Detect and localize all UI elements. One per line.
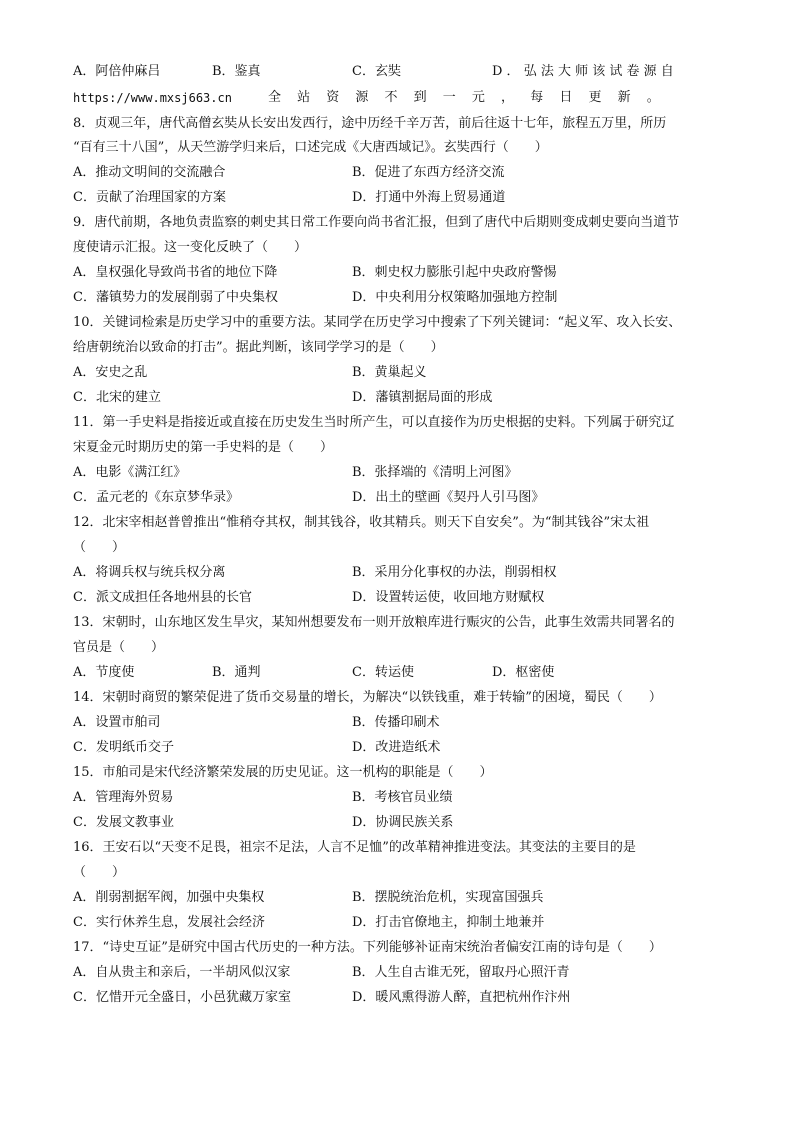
q11-option-a: A．电影《满江红》 xyxy=(73,465,187,480)
q16-option-d: D．打击官僚地主，抑制土地兼并 xyxy=(352,915,545,930)
q17-option-a: A．自从贵主和亲后，一半胡风似汉家 xyxy=(73,965,291,980)
q12-option-b: B．采用分化事权的办法，削弱相权 xyxy=(352,565,557,580)
q13-stem-line2: 官员是（ ） xyxy=(73,640,165,655)
q12-option-c: C．派文成担任各地州县的长官 xyxy=(73,590,252,605)
q16-stem-line2: （ ） xyxy=(73,865,126,880)
q11-option-d: D．出土的壁画《契丹人引马图》 xyxy=(352,490,545,505)
q17-option-c: C．忆惜开元全盛日，小邑犹藏万家室 xyxy=(73,990,291,1005)
q9-option-c: C．藩镇势力的发展削弱了中央集权 xyxy=(73,290,278,305)
q10-stem-line1: 10．关键词检索是历史学习中的重要方法。某同学在历史学习中搜索了下列关键词：“起义军、攻入长安、 xyxy=(73,315,682,330)
q16-option-c: C．实行休养生息，发展社会经济 xyxy=(73,915,265,930)
q13-option-b: B．通判 xyxy=(212,665,261,680)
q12-option-d: D．设置转运使，收回地方财赋权 xyxy=(352,590,545,605)
q10-option-c: C．北宋的建立 xyxy=(73,390,161,405)
q10-option-a: A．安史之乱 xyxy=(73,365,148,380)
q7-option-a: A．阿倍仲麻吕 xyxy=(73,64,161,79)
q7-option-b: B．鉴真 xyxy=(212,64,261,79)
q12-stem-line1: 12．北宋宰相赵普曾推出“惟稍夺其权，制其钱谷，收其精兵。则天下自安矣”。为“制其钱谷”宋太祖 xyxy=(73,515,650,530)
q10-option-d: D．藩镇割据局面的形成 xyxy=(352,390,493,405)
q11-stem-line2: 宋夏金元时期历史的第一手史料的是（ ） xyxy=(73,440,334,455)
q12-option-a: A．将调兵权与统兵权分离 xyxy=(73,565,226,580)
q14-stem-line1: 14．宋朝时商贸的繁荣促进了货币交易量的增长，为解决“以铁钱重，难于转输”的困境，蜀民（ ） xyxy=(73,690,662,705)
q13-option-a: A．节度使 xyxy=(73,665,135,680)
q16-option-a: A．削弱割据军阀，加强中央集权 xyxy=(73,890,265,905)
q10-option-b: B．黄巢起义 xyxy=(352,365,427,380)
q14-option-d: D．改进造纸术 xyxy=(352,740,441,755)
q16-stem-line1: 16．王安石以“天变不足畏，祖宗不足法，人言不足恤”的改革精神推进变法。其变法的主要目的是 xyxy=(73,840,636,855)
q15-option-c: C．发展文教事业 xyxy=(73,815,174,830)
q8-stem-line2: “百有三十八国”，从天竺游学归来后，口述完成《大唐西域记》。玄奘西行（ ） xyxy=(73,140,548,155)
q9-stem-line2: 度使请示汇报。这一变化反映了（ ） xyxy=(73,240,308,255)
q12-stem-line2: （ ） xyxy=(73,540,126,555)
q11-stem-line1: 11．第一手史料是指接近或直接在历史发生当时所产生，可以直接作为历史根据的史料。下列属于研究辽 xyxy=(73,415,675,430)
q9-option-a: A．皇权强化导致尚书省的地位下降 xyxy=(73,265,278,280)
q8-option-d: D．打通中外海上贸易通道 xyxy=(352,190,506,205)
q15-option-b: B．考核官员业绩 xyxy=(352,790,453,805)
q15-stem-line1: 15．市舶司是宋代经济繁荣发展的历史见证。这一机构的职能是（ ） xyxy=(73,765,493,780)
q7-option-d: D ． 弘 法 大 师 该 试 卷 源 自 xyxy=(492,64,674,79)
q10-stem-line2: 给唐朝统治以致命的打击”。据此判断，该同学学习的是（ ） xyxy=(73,340,444,355)
q8-option-c: C．贡献了治理国家的方案 xyxy=(73,190,226,205)
q17-stem-line1: 17．“诗史互证”是研究中国古代历史的一种方法。下列能够补证南宋统治者偏安江南的诗句是（ ） xyxy=(73,940,662,955)
q9-option-d: D．中央利用分权策略加强地方控制 xyxy=(352,290,558,305)
q8-option-b: B．促进了东西方经济交流 xyxy=(352,165,505,180)
q8-stem-line1: 8．贞观三年，唐代高僧玄奘从长安出发西行，途中历经千辛万苦，前后往返十七年，旅程五万里，所历 xyxy=(73,116,667,131)
q8-option-a: A．推动文明间的交流融合 xyxy=(73,165,226,180)
q15-option-a: A．管理海外贸易 xyxy=(73,790,174,805)
q11-option-b: B．张择端的《清明上河图》 xyxy=(352,465,518,480)
source-tagline: 全 站 资 源 不 到 一 元 ， 每 日 更 新 。 xyxy=(268,90,666,105)
source-url[interactable]: https://www.mxsj663.cn xyxy=(73,91,232,105)
q9-stem-line1: 9．唐代前期，各地负责监察的刺史其日常工作要向尚书省汇报，但到了唐代中后期则变成刺史要向当道节 xyxy=(73,215,680,230)
q17-option-d: D．暖风熏得游人醉，直把杭州作汴州 xyxy=(352,990,571,1005)
q9-option-b: B．刺史权力膨胀引起中央政府警惕 xyxy=(352,265,557,280)
q14-option-c: C．发明纸币交子 xyxy=(73,740,174,755)
q14-option-a: A．设置市舶司 xyxy=(73,715,161,730)
q16-option-b: B．摆脱统治危机，实现富国强兵 xyxy=(352,890,544,905)
q13-option-c: C．转运使 xyxy=(352,665,414,680)
q11-option-c: C．孟元老的《东京梦华录》 xyxy=(73,490,239,505)
q17-option-b: B．人生自古谁无死，留取丹心照汗青 xyxy=(352,965,570,980)
q14-option-b: B．传播印刷术 xyxy=(352,715,440,730)
q7-option-c: C．玄奘 xyxy=(352,64,401,79)
q13-stem-line1: 13．宋朝时，山东地区发生旱灾，某知州想要发布一则开放粮库进行赈灾的公告，此事生效需共同署名的 xyxy=(73,615,675,630)
q15-option-d: D．协调民族关系 xyxy=(352,815,454,830)
q13-option-d: D．枢密使 xyxy=(492,665,555,680)
